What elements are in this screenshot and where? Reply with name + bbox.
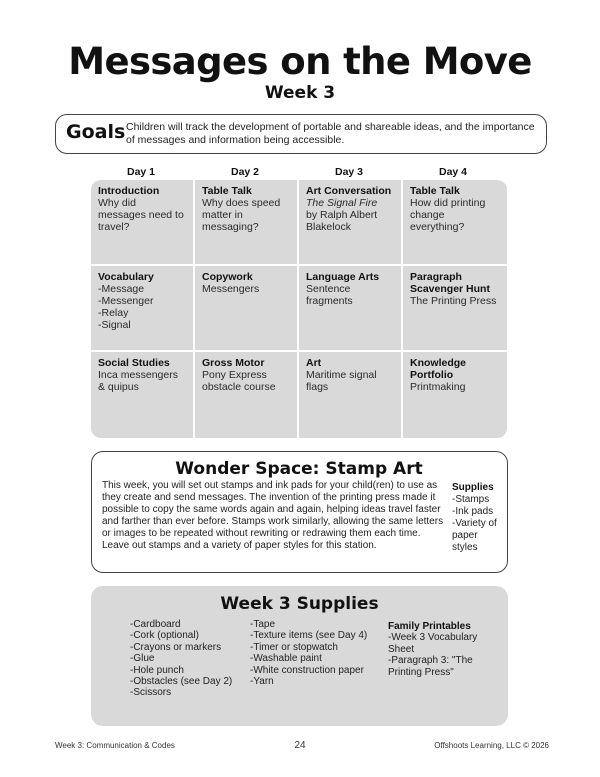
goals-text: Children will track the development of portable and shareable ideas, and the importance of messages and information being accessible. <box>126 121 535 146</box>
day-header-4: Day 4 <box>438 166 468 178</box>
family-printables-heading: Family Printables <box>388 621 471 632</box>
goals-label: Goals <box>66 121 126 143</box>
list-item: -Messenger <box>98 295 154 307</box>
day-header-3: Day 3 <box>334 166 364 178</box>
list-item: -Stamps <box>452 494 490 505</box>
cell-title: Language Arts <box>306 271 380 283</box>
list-item: -Texture items (see Day 4) <box>250 630 368 642</box>
cell-day3-language-arts <box>299 266 397 348</box>
list-item: -Signal <box>98 319 131 331</box>
cell-text: Messengers <box>202 283 260 295</box>
list-item: -White construction paper <box>250 664 364 676</box>
cell-day2-gross-motor <box>195 352 293 434</box>
cell-day1-introduction <box>91 180 189 262</box>
wonder-supplies-list <box>452 482 504 554</box>
cell-text: Maritime signal flags <box>306 369 377 393</box>
list-item: -Week 3 Vocabulary Sheet <box>388 632 478 655</box>
cell-title: Copywork <box>202 271 253 283</box>
cell-day3-art <box>299 352 397 434</box>
cell-day2-table-talk <box>195 180 293 262</box>
list-item: -Tape <box>250 619 276 630</box>
cell-day4-knowledge-portfolio <box>403 352 501 434</box>
cell-text: by Ralph Albert Blakelock <box>306 209 378 233</box>
list-item: -Washable paint <box>250 653 322 665</box>
week-supplies-box <box>91 586 508 726</box>
cell-title: Table Talk <box>202 185 252 197</box>
list-item: -Timer or stopwatch <box>250 641 338 653</box>
list-item: -Yarn <box>250 676 274 688</box>
week-supplies-title: Week 3 Supplies <box>220 594 379 614</box>
wonder-supplies-heading: Supplies <box>452 482 494 493</box>
cell-text: Printmaking <box>410 381 466 393</box>
list-item: -Cardboard <box>130 619 181 630</box>
cell-title: Knowledge Portfolio <box>410 357 467 381</box>
cell-title: Vocabulary <box>98 271 154 283</box>
cell-text: Why did messages need to travel? <box>98 197 184 233</box>
page-subtitle: Week 3 <box>264 83 336 103</box>
cell-day2-copywork <box>195 266 293 348</box>
list-item: -Paragraph 3: "The Printing Press" <box>388 655 473 678</box>
cell-title: Social Studies <box>98 357 170 369</box>
schedule-grid <box>91 180 507 438</box>
cell-day1-vocabulary <box>91 266 189 348</box>
cell-day4-table-talk <box>403 180 501 262</box>
list-item: -Crayons or markers <box>130 641 222 653</box>
list-item: -Glue <box>130 653 155 665</box>
cell-title: Paragraph Scavenger Hunt <box>410 271 490 295</box>
supplies-column-2 <box>250 619 390 687</box>
cell-day4-paragraph-hunt <box>403 266 501 348</box>
supplies-column-1 <box>130 619 242 699</box>
cell-text: Sentence fragments <box>306 283 353 307</box>
wonder-space-box <box>91 451 508 573</box>
list-item: -Message <box>98 283 145 295</box>
cell-title: Art Conversation <box>306 185 392 197</box>
day-header-2: Day 2 <box>230 166 260 178</box>
cell-title: Table Talk <box>410 185 460 197</box>
page-number: 24 <box>294 740 306 751</box>
list-item: -Obstacles (see Day 2) <box>130 676 233 688</box>
list-item: -Scissors <box>130 687 172 699</box>
goals-box <box>55 114 547 154</box>
cell-text: Pony Express obstacle course <box>202 369 276 393</box>
list-item: -Variety of paper styles <box>452 518 497 553</box>
cell-title: Gross Motor <box>202 357 265 369</box>
page-title: Messages on the Move <box>68 40 532 83</box>
cell-title: Introduction <box>98 185 160 197</box>
footer-copyright: Offshoots Learning, LLC © 2026 <box>434 741 549 750</box>
list-item: -Relay <box>98 307 129 319</box>
list-item: -Ink pads <box>452 506 494 517</box>
cell-title: Art <box>306 357 322 369</box>
cell-text: Inca messengers & quipus <box>98 369 178 393</box>
list-item: -Cork (optional) <box>130 630 199 642</box>
cell-text: The Printing Press <box>410 295 497 307</box>
wonder-space-text: This week, you will set out stamps and ink pads for your child(ren) to use as they create and send messages. The invention of the printing press made it possible to copy the same words again and again, helping ideas travel faster and farther than ever before. Stamps work similarly, allowing the same letters or images to be repeated without rewriting or redrawing them each time. Leave out stamps and a variety of paper styles for this station. <box>102 480 444 551</box>
day-header-1: Day 1 <box>126 166 156 178</box>
family-printables <box>388 621 496 678</box>
cell-day1-social-studies <box>91 352 189 434</box>
wonder-space-title: Wonder Space: Stamp Art <box>175 459 423 479</box>
list-item: -Hole punch <box>130 664 184 676</box>
cell-text: How did printing change everything? <box>410 197 486 233</box>
artwork-title: The Signal Fire <box>306 197 378 209</box>
cell-day3-art-conversation <box>299 180 397 262</box>
footer-section-name: Week 3: Communication & Codes <box>55 741 175 750</box>
cell-text: Why does speed matter in messaging? <box>202 197 281 233</box>
